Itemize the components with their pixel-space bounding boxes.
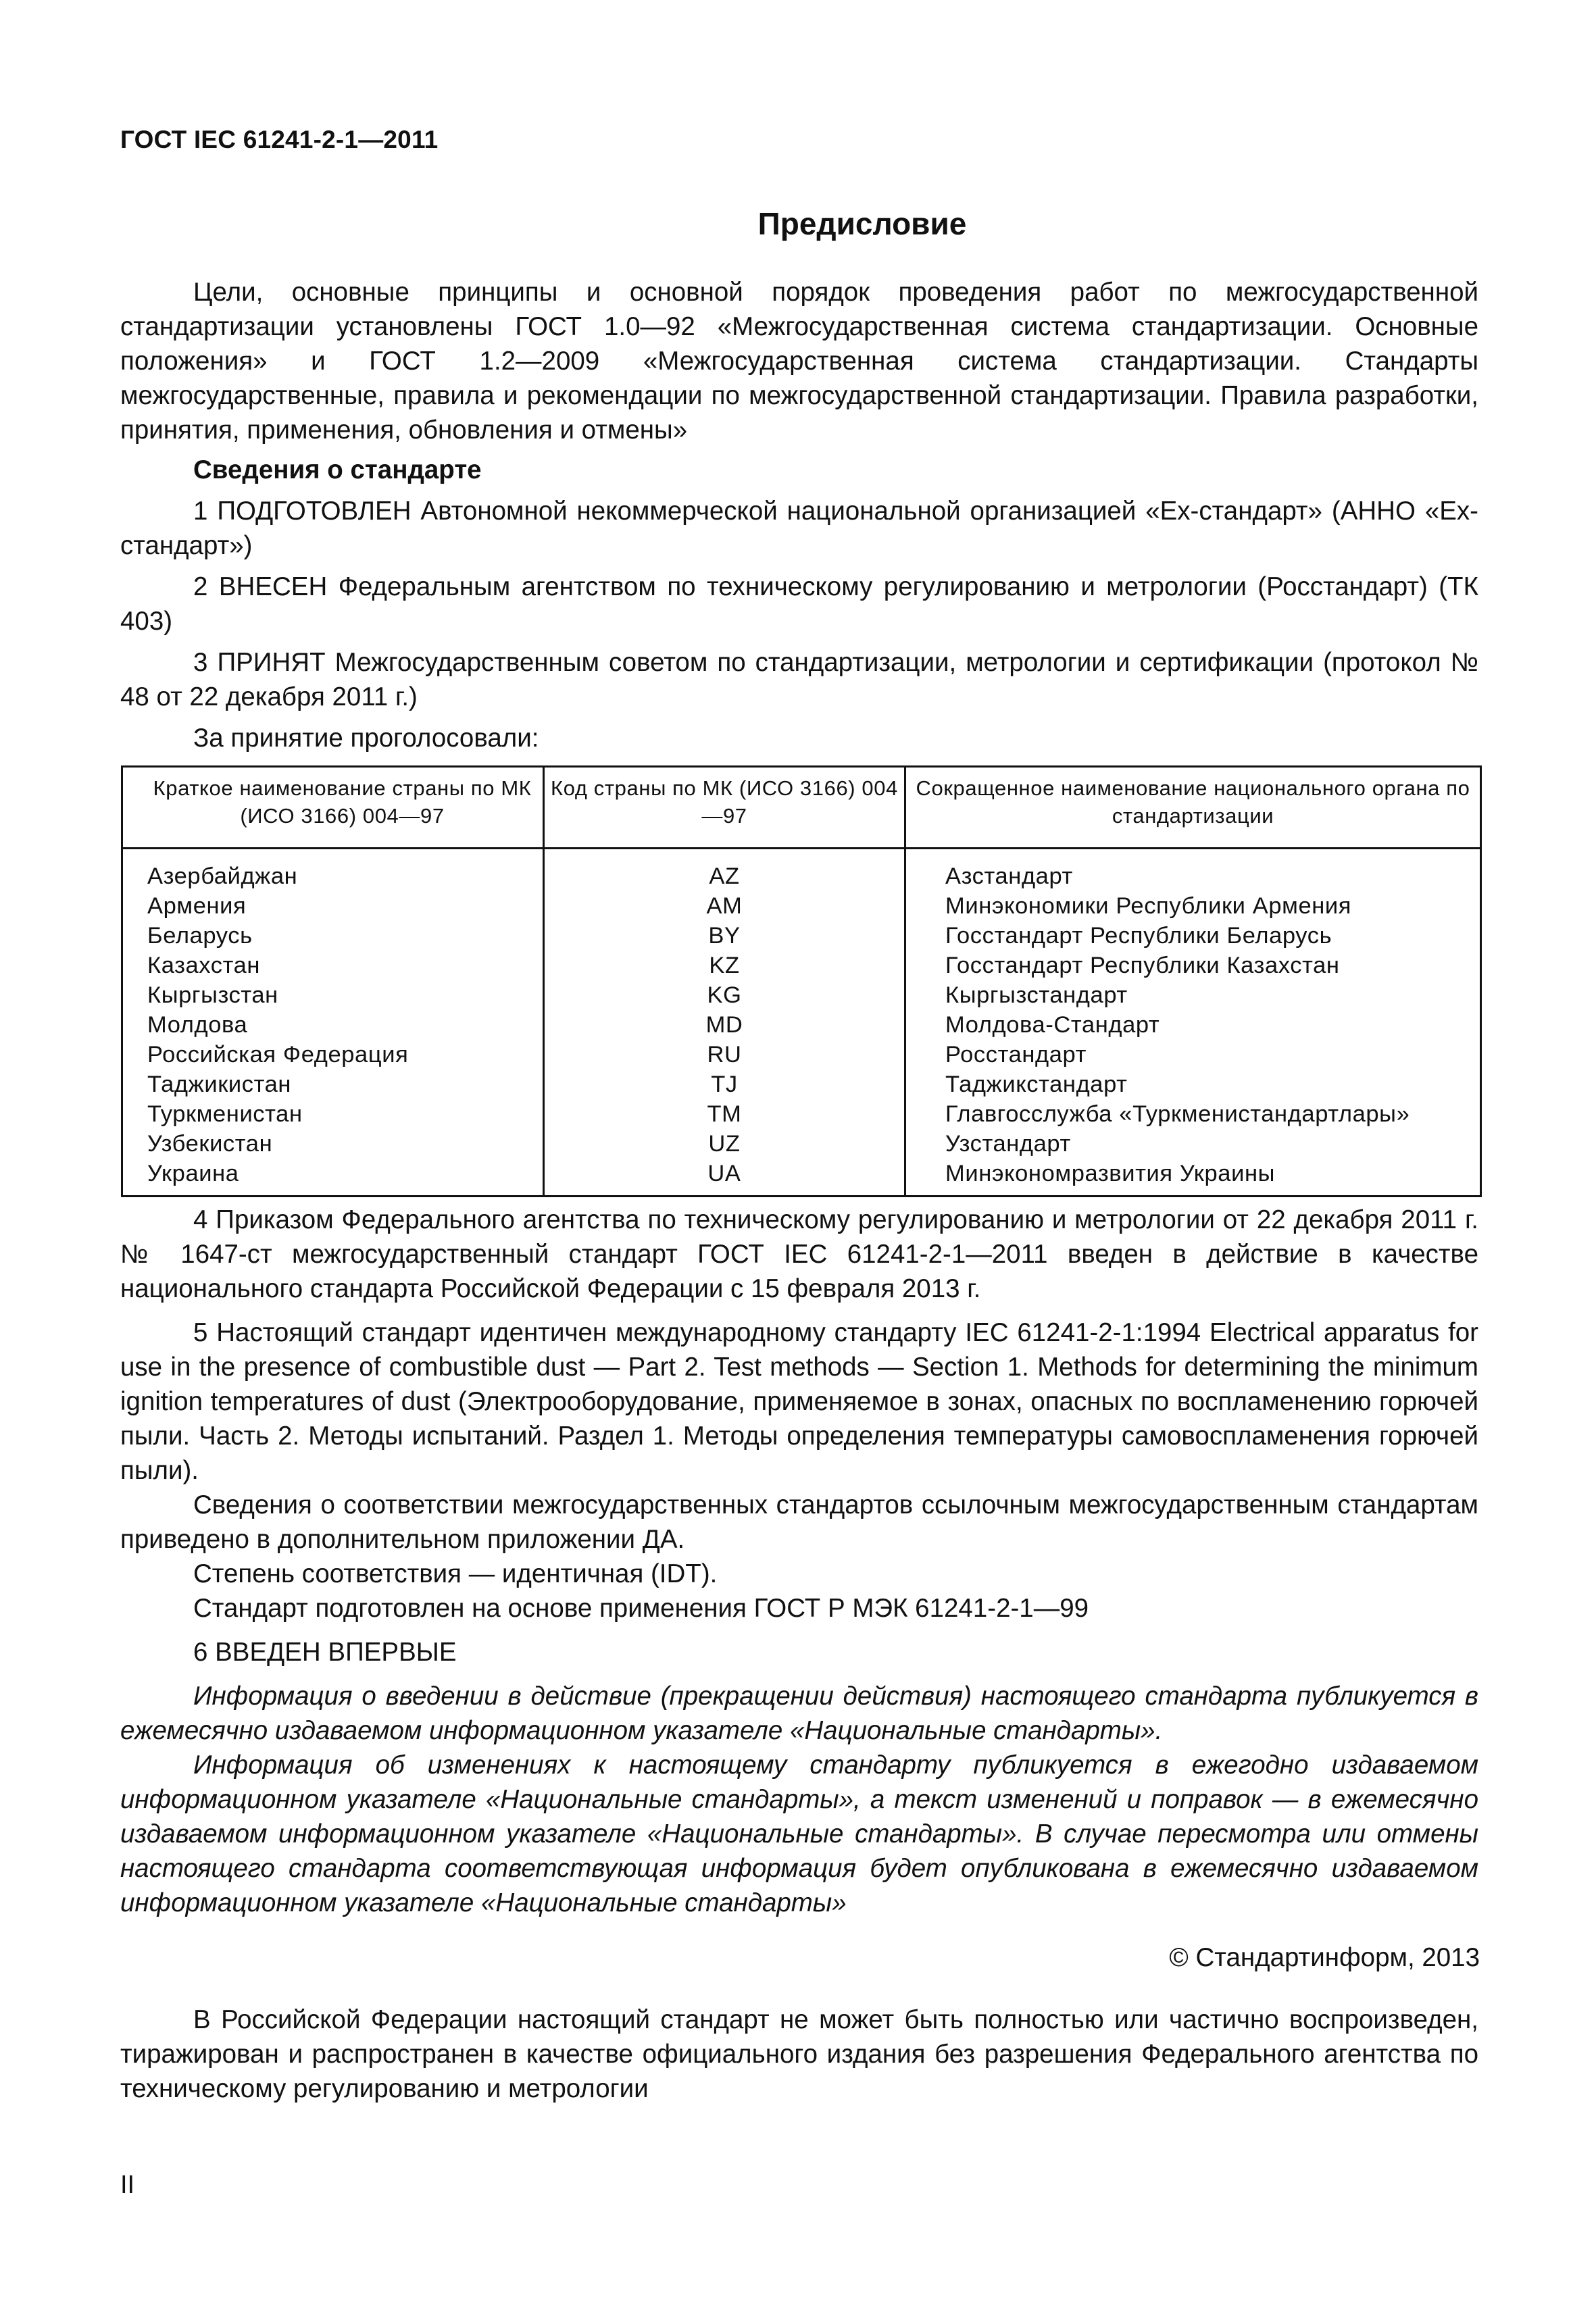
table-header-row	[123, 768, 1480, 849]
table-cell-body: Главгосслужба «Туркменистандартлары»	[945, 1101, 1410, 1127]
reproduction-notice: В Российской Федерации настоящий стандарт не может быть полностью или частично воспроизведен, тиражирован и распространен в качестве официального издания без разрешения Федерального агентства по техническому регулированию и метрологии	[120, 2005, 1478, 2103]
table-cell-code: RU	[544, 1040, 905, 1070]
table-cell-country: Молдова	[123, 1010, 544, 1040]
item-5-references: Сведения о соответствии межгосударственных стандартов ссылочным межгосударственным стандартам приведено в дополнительном приложении ДА.	[120, 1490, 1478, 1554]
table-body	[123, 849, 1480, 1196]
table-row	[123, 1099, 1480, 1129]
table-cell-body: Госстандарт Республики Беларусь	[945, 923, 1332, 949]
table-cell-body: Молдова-Стандарт	[945, 1012, 1160, 1038]
table-row	[123, 980, 1480, 1010]
table-cell-body: Минэкономразвития Украины	[945, 1161, 1275, 1186]
table-cell-code: TM	[544, 1099, 905, 1129]
info-paragraph-2: Информация об изменениях к настоящему стандарту публикуется в ежегодно издаваемом информационном указателе «Национальные стандарты», а текст изменений и поправок — в ежемесячно издаваемом информационном указателе «Национальные стандарты». В случае пересмотра или отмены настоящего стандарта соответствующая информация будет опубликована в ежемесячно издаваемом информационном указателе «Национальные стандарты»	[120, 1751, 1478, 1917]
table-cell-country: Кыргызстан	[123, 980, 544, 1010]
table-cell-body: Азстандарт	[945, 863, 1073, 889]
table-cell-code: MD	[544, 1010, 905, 1040]
item-5-basis: Стандарт подготовлен на основе применения ГОСТ Р МЭК 61241-2-1—99	[193, 1594, 1089, 1623]
table-cell-code: KG	[544, 980, 905, 1010]
table-cell-body: Таджикстандарт	[945, 1072, 1128, 1097]
table-cell-country: Узбекистан	[123, 1129, 544, 1159]
voted-label: За принятие проголосовали:	[193, 724, 539, 753]
table-row	[123, 891, 1480, 921]
section-heading: Сведения о стандарте	[193, 455, 482, 484]
table-row	[123, 951, 1480, 980]
table-cell-code: AM	[544, 891, 905, 921]
item-1-paragraph: 1 ПОДГОТОВЛЕН Автономной некоммерческой национальной организацией «Ех-стандарт» (АННО «Ех-стандарт»)	[120, 497, 1478, 560]
table-cell-country: Азербайджан	[123, 849, 544, 892]
table-header-code: Код страны по МК (ИСО 3166) 004—97	[544, 768, 905, 849]
info-paragraph-1: Информация о введении в действие (прекращении действия) настоящего стандарта публикуется в ежемесячно издаваемом информационном указателе «Национальные стандарты».	[120, 1682, 1478, 1745]
document-code: ГОСТ IEC 61241-2-1—2011	[120, 126, 439, 153]
table-cell-country: Таджикистан	[123, 1070, 544, 1099]
table-cell-body: Кыргызстандарт	[945, 982, 1128, 1008]
table-cell-code: AZ	[544, 849, 905, 892]
table-row	[123, 1159, 1480, 1195]
table-cell-country: Украина	[123, 1159, 544, 1195]
intro-paragraph: Цели, основные принципы и основной порядок проведения работ по межгосударственной стандартизации установлены ГОСТ 1.0—92 «Межгосударственная система стандартизации. Основные положения» и ГОСТ 1.2—2009 «Межгосударственная система стандартизации. Стандарты межгосударственные, правила и рекомендации по межгосударственной стандартизации. Правила разработки, принятия, применения, обновления и отмены»	[120, 278, 1478, 445]
table-row	[123, 1010, 1480, 1040]
table-row	[123, 849, 1480, 892]
table-cell-country: Туркменистан	[123, 1099, 544, 1129]
table-cell-code: KZ	[544, 951, 905, 980]
table-cell-country: Беларусь	[123, 921, 544, 951]
item-3-paragraph: 3 ПРИНЯТ Межгосударственным советом по стандартизации, метрологии и сертификации (протокол № 48 от 22 декабря 2011 г.)	[120, 648, 1478, 711]
table-header-body: Сокращенное наименование национального органа по стандартизации	[905, 768, 1480, 849]
table-row	[123, 921, 1480, 951]
page-title: Предисловие	[757, 206, 967, 241]
table-cell-country: Армения	[123, 891, 544, 921]
table-row	[123, 1040, 1480, 1070]
preface-bottom	[120, 1203, 1478, 1920]
page-number: II	[120, 2171, 135, 2199]
reproduction-notice-block	[120, 2003, 1478, 2106]
table-cell-body: Минэкономики Республики Армения	[945, 893, 1352, 919]
table-cell-body: Госстандарт Республики Казахстан	[945, 953, 1340, 978]
preface-top	[120, 275, 1478, 755]
item-2-paragraph: 2 ВНЕСЕН Федеральным агентством по техническому регулированию и метрологии (Росстандарт) (ТК 403)	[120, 572, 1478, 636]
item-5-paragraph: 5 Настоящий стандарт идентичен международному стандарту IEC 61241-2-1:1994 Electrical apparatus for use in the presence of combustible dust — Part 2. Test methods — Section 1. Methods for determining the minimum ignition temperatures of dust (Электрооборудование, применяемое в зонах, опасных по воспламенению горючей пыли. Часть 2. Методы испытаний. Раздел 1. Методы определения температуры самовоспламенения горючей пыли).	[120, 1318, 1478, 1485]
table-cell-code: UZ	[544, 1129, 905, 1159]
table-row	[123, 1129, 1480, 1159]
item-4-paragraph: 4 Приказом Федерального агентства по техническому регулированию и метрологии от 22 декабря 2011 г. № 1647-ст межгосударственный стандарт ГОСТ IEC 61241-2-1—2011 введен в действие в качестве национального стандарта Российской Федерации с 15 февраля 2013 г.	[120, 1205, 1478, 1303]
item-5-degree: Степень соответствия — идентичная (IDT).	[193, 1559, 718, 1588]
table-cell-code: TJ	[544, 1070, 905, 1099]
item-6-paragraph: 6 ВВЕДЕН ВПЕРВЫЕ	[193, 1638, 457, 1667]
table-cell-country: Российская Федерация	[123, 1040, 544, 1070]
table-cell-country: Казахстан	[123, 951, 544, 980]
table-cell-body: Росстандарт	[945, 1042, 1087, 1067]
table-row	[123, 1070, 1480, 1099]
table-cell-body: Узстандарт	[945, 1131, 1071, 1157]
voting-table	[121, 765, 1482, 1197]
copyright-line: © Стандартинформ, 2013	[1169, 1943, 1480, 1972]
table-header-country: Краткое наименование страны по МК (ИСО 3166) 004—97	[123, 768, 544, 849]
table-cell-code: BY	[544, 921, 905, 951]
table-cell-code: UA	[544, 1159, 905, 1195]
